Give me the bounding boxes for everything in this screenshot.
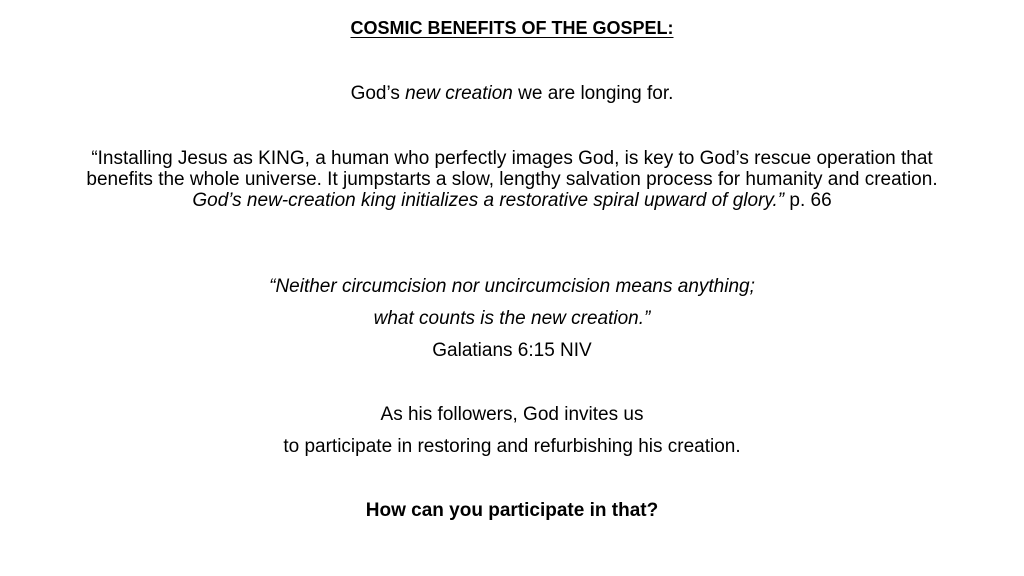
subtitle-emphasis: new creation [405, 83, 513, 104]
verse-line-2: what counts is the new creation.” [373, 308, 651, 329]
subtitle [0, 84, 1024, 103]
followers-line-2: to participate in restoring and refurbishing his creation. [283, 436, 741, 457]
quote-italic-text: God’s new-creation king initializes a restorative spiral upward of glory.” [192, 190, 785, 211]
closing-question: How can you participate in that? [365, 500, 659, 521]
book-quote [60, 148, 964, 211]
subtitle-text-before: God’s [350, 83, 406, 104]
verse-line-1: “Neither circumcision nor uncircumcision means anything; [269, 276, 755, 297]
verse-reference: Galatians 6:15 NIV [432, 340, 592, 361]
quote-text: “Installing Jesus as KING, a human who perfectly images God, is key to God’s rescue operation that benefits the whole universe. It jumpstarts a slow, lengthy salvation process for humanity and creation. [86, 148, 938, 190]
subtitle-text-after: we are longing for. [512, 83, 674, 104]
slide-title: COSMIC BENEFITS OF THE GOSPEL: [350, 18, 674, 38]
quote-page-reference: p. 66 [784, 190, 832, 211]
followers-line-1: As his followers, God invites us [380, 404, 644, 425]
